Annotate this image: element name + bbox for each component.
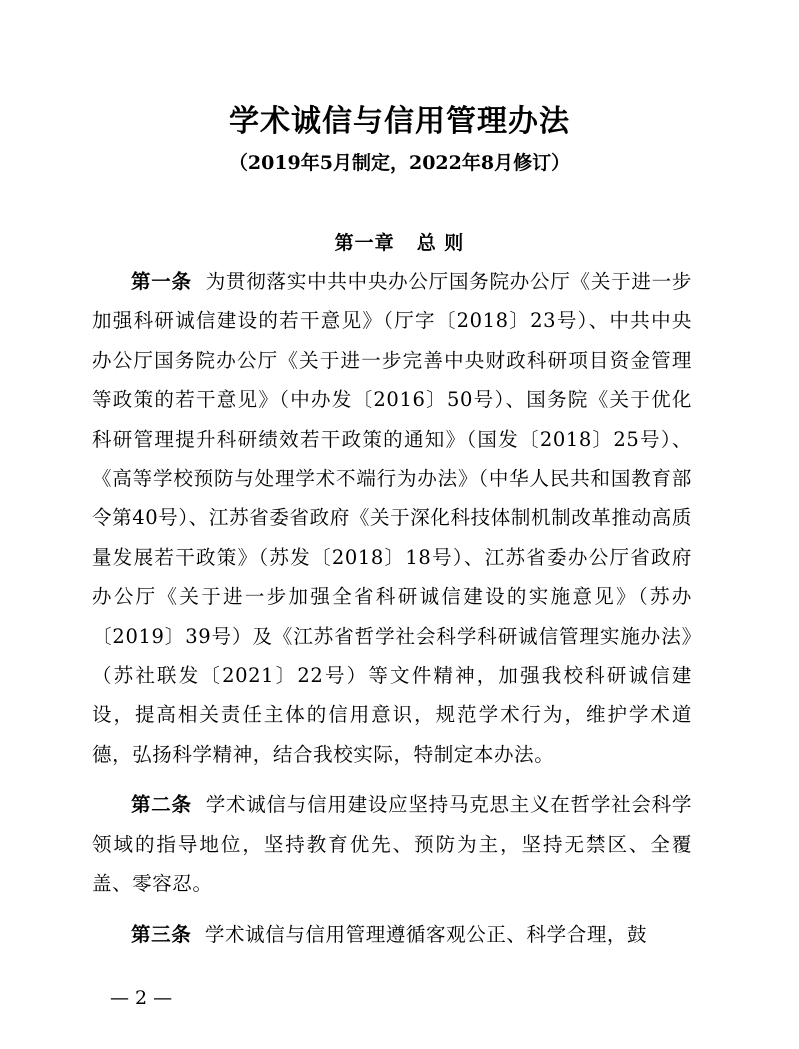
article-2 (92, 785, 692, 903)
page-number: — 2 — (110, 987, 173, 1009)
article-1 (92, 262, 692, 774)
article-2-text: 学术诚信与信用建设应坚持马克思主义在哲学社会科学领域的指导地位，坚持教育优先、预防为主，坚持无禁区、全覆盖、零容忍。 (92, 793, 692, 896)
chapter-name: 总 则 (416, 232, 465, 254)
article-1-label: 第一条 (131, 270, 192, 293)
chapter-heading (0, 228, 799, 258)
article-3-text: 学术诚信与信用管理遵循客观公正、科学合理，鼓 (204, 922, 648, 946)
article-3-label: 第三条 (131, 922, 192, 946)
document-subtitle: （2019年5月制定，2022年8月修订） (228, 152, 571, 174)
chapter-number: 第一章 (334, 232, 395, 254)
document-title: 学术诚信与信用管理办法 (229, 104, 570, 139)
article-2-label: 第二条 (131, 793, 192, 817)
document-body (92, 262, 692, 954)
article-3 (92, 915, 692, 954)
article-1-text: 为贯彻落实中共中央办公厅国务院办公厅《关于进一步加强科研诚信建设的若干意见》（厅字〔2018〕23号）、中共中央办公厅国务院办公厅《关于进一步完善中央财政科研项目资金管理等政策的若干意见》（中办发〔2016〕50号）、国务院《关于优化科研管理提升科研绩效若干政策的通知》（国发〔2018〕25号）、《高等学校预防与处理学术不端行为办法》（中华人民共和国教育部令第40号）、江苏省委省政府《关于深化科技体制机制改革推动高质量发展若干政策》（苏发〔2018〕18号）、江苏省委办公厅省政府办公厅《关于进一步加强全省科研诚信建设的实施意见》（苏办〔2019〕39号）及《江苏省哲学社会科学科研诚信管理实施办法》（苏社联发〔2021〕22号）等文件精神，加强我校科研诚信建设，提高相关责任主体的信用意识，规范学术行为，维护学术道德，弘扬科学精神，结合我校实际，特制定本办法。 (92, 270, 692, 766)
